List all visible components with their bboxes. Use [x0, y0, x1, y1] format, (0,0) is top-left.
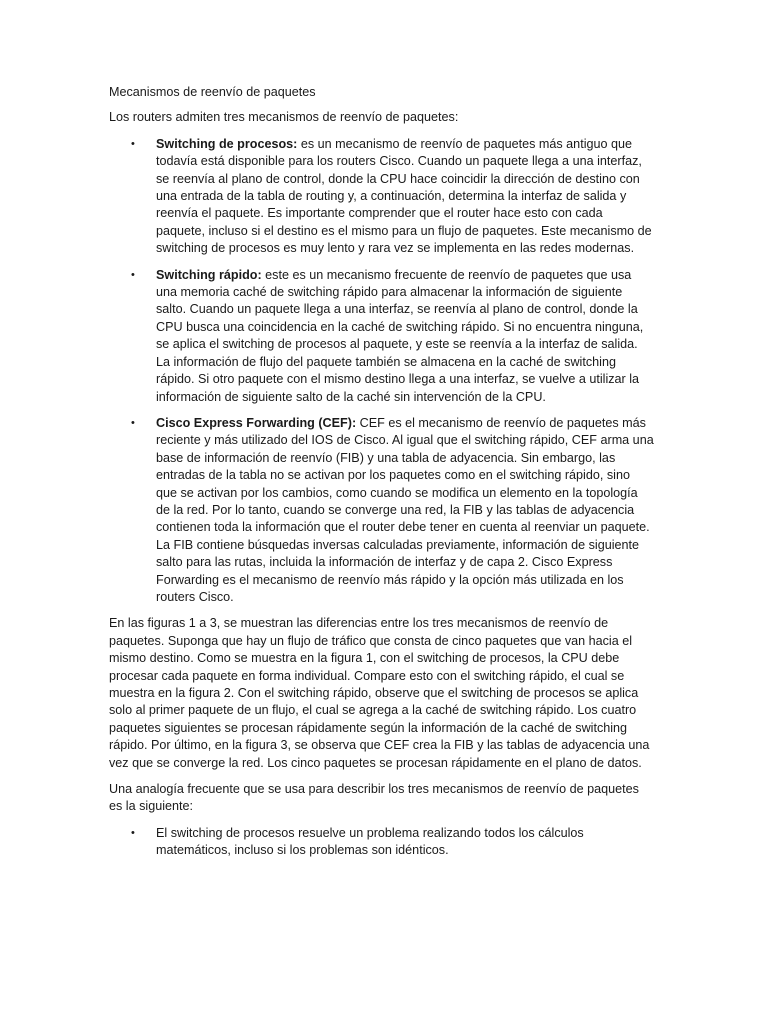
list-item-analogy-process: [109, 825, 654, 860]
list-item-fast-switching: [109, 267, 654, 406]
mechanisms-list: [109, 136, 654, 607]
intro-paragraph: Los routers admiten tres mecanismos de reenvío de paquetes:: [109, 110, 459, 125]
list-item-cef: [109, 415, 654, 606]
bullet-icon: •: [131, 137, 135, 150]
bullet-icon: •: [131, 826, 135, 839]
list-item-process-switching: [109, 136, 654, 258]
figures-paragraph: En las figuras 1 a 3, se muestran las diferencias entre los tres mecanismos de reenvío de paquetes. Suponga que hay un flujo de tráfico que consta de cinco paquetes que van hacia el mismo destino. Como se muestra en la figura 1, con el switching de procesos, la CPU debe procesar cada paquete en forma individual. Compare esto con el switching rápido, el cual se muestra en la figura 2. Con el switching rápido, observe que el switching de procesos se aplica solo al primer paquete de un flujo, el cual se agrega a la caché de switching rápido. Los cuatro paquetes siguientes se procesan rápidamente según la información de la caché de switching rápido. Por último, en la figura 3, se observa que CEF crea la FIB y las tablas de adyacencia una vez que se converge la red. Los cinco paquetes se procesan rápidamente en el plano de datos.: [109, 616, 650, 770]
document-page: [109, 84, 654, 869]
term-process-switching: Switching de procesos:: [156, 136, 298, 151]
description-cef: CEF es el mecanismo de reenvío de paquetes más reciente y más utilizado del IOS de Cisco. Al igual que el switching rápido, CEF arma una base de información de reenvío (FIB) y una tabla de adyacencia. Sin embargo, las entradas de la tabla no se activan por los paquetes como en el switching rápido, sino que se activan por los cambios, como cuando se modifica un elemento en la topología de la red. Por lo tanto, cuando se converge una red, la FIB y las tablas de adyacencia contienen toda la información que el router debe tener en cuenta al reenviar un paquete. La FIB contiene búsquedas inversas calculadas previamente, información de siguiente salto para las rutas, incluida la información de interfaz y de capa 2. Cisco Express Forwarding es el mecanismo de reenvío más rápido y la opción más utilizada en los routers Cisco.: [156, 415, 654, 604]
analogy-intro-paragraph: Una analogía frecuente que se usa para describir los tres mecanismos de reenvío de paquetes es la siguiente:: [109, 782, 639, 814]
analogy-list: [109, 825, 654, 860]
document-title: Mecanismos de reenvío de paquetes: [109, 85, 316, 99]
description-process-switching: es un mecanismo de reenvío de paquetes más antiguo que todavía está disponible para los routers Cisco. Cuando un paquete llega a una interfaz, se reenvía al plano de control, donde la CPU hace coincidir la dirección de destino con una entrada de la tabla de routing y, a continuación, determina la interfaz de salida y reenvía el paquete. Es importante comprender que el router hace esto con cada paquete, incluso si el destino es el mismo para un flujo de paquetes. Este mecanismo de switching de procesos es muy lento y rara vez se implementa en las redes modernas.: [156, 136, 652, 256]
bullet-icon: •: [131, 416, 135, 429]
term-cef: Cisco Express Forwarding (CEF):: [156, 415, 357, 430]
description-fast-switching: este es un mecanismo frecuente de reenvío de paquetes que usa una memoria caché de switching rápido para almacenar la información de siguiente salto. Cuando un paquete llega a una interfaz, se reenvía al plano de control, donde la CPU busca una coincidencia en la caché de switching rápido. Si no encuentra ninguna, se aplica el switching de procesos al paquete, y este se reenvía a la interfaz de salida. La información de flujo del paquete también se almacena en la caché de switching rápido. Si otro paquete con el mismo destino llega a una interfaz, se vuelve a utilizar la información de siguiente salto de la caché sin intervención de la CPU.: [156, 267, 644, 404]
bullet-icon: •: [131, 268, 135, 281]
term-fast-switching: Switching rápido:: [156, 267, 262, 282]
analogy-text: El switching de procesos resuelve un problema realizando todos los cálculos matemáticos, incluso si los problemas son idénticos.: [156, 825, 584, 858]
